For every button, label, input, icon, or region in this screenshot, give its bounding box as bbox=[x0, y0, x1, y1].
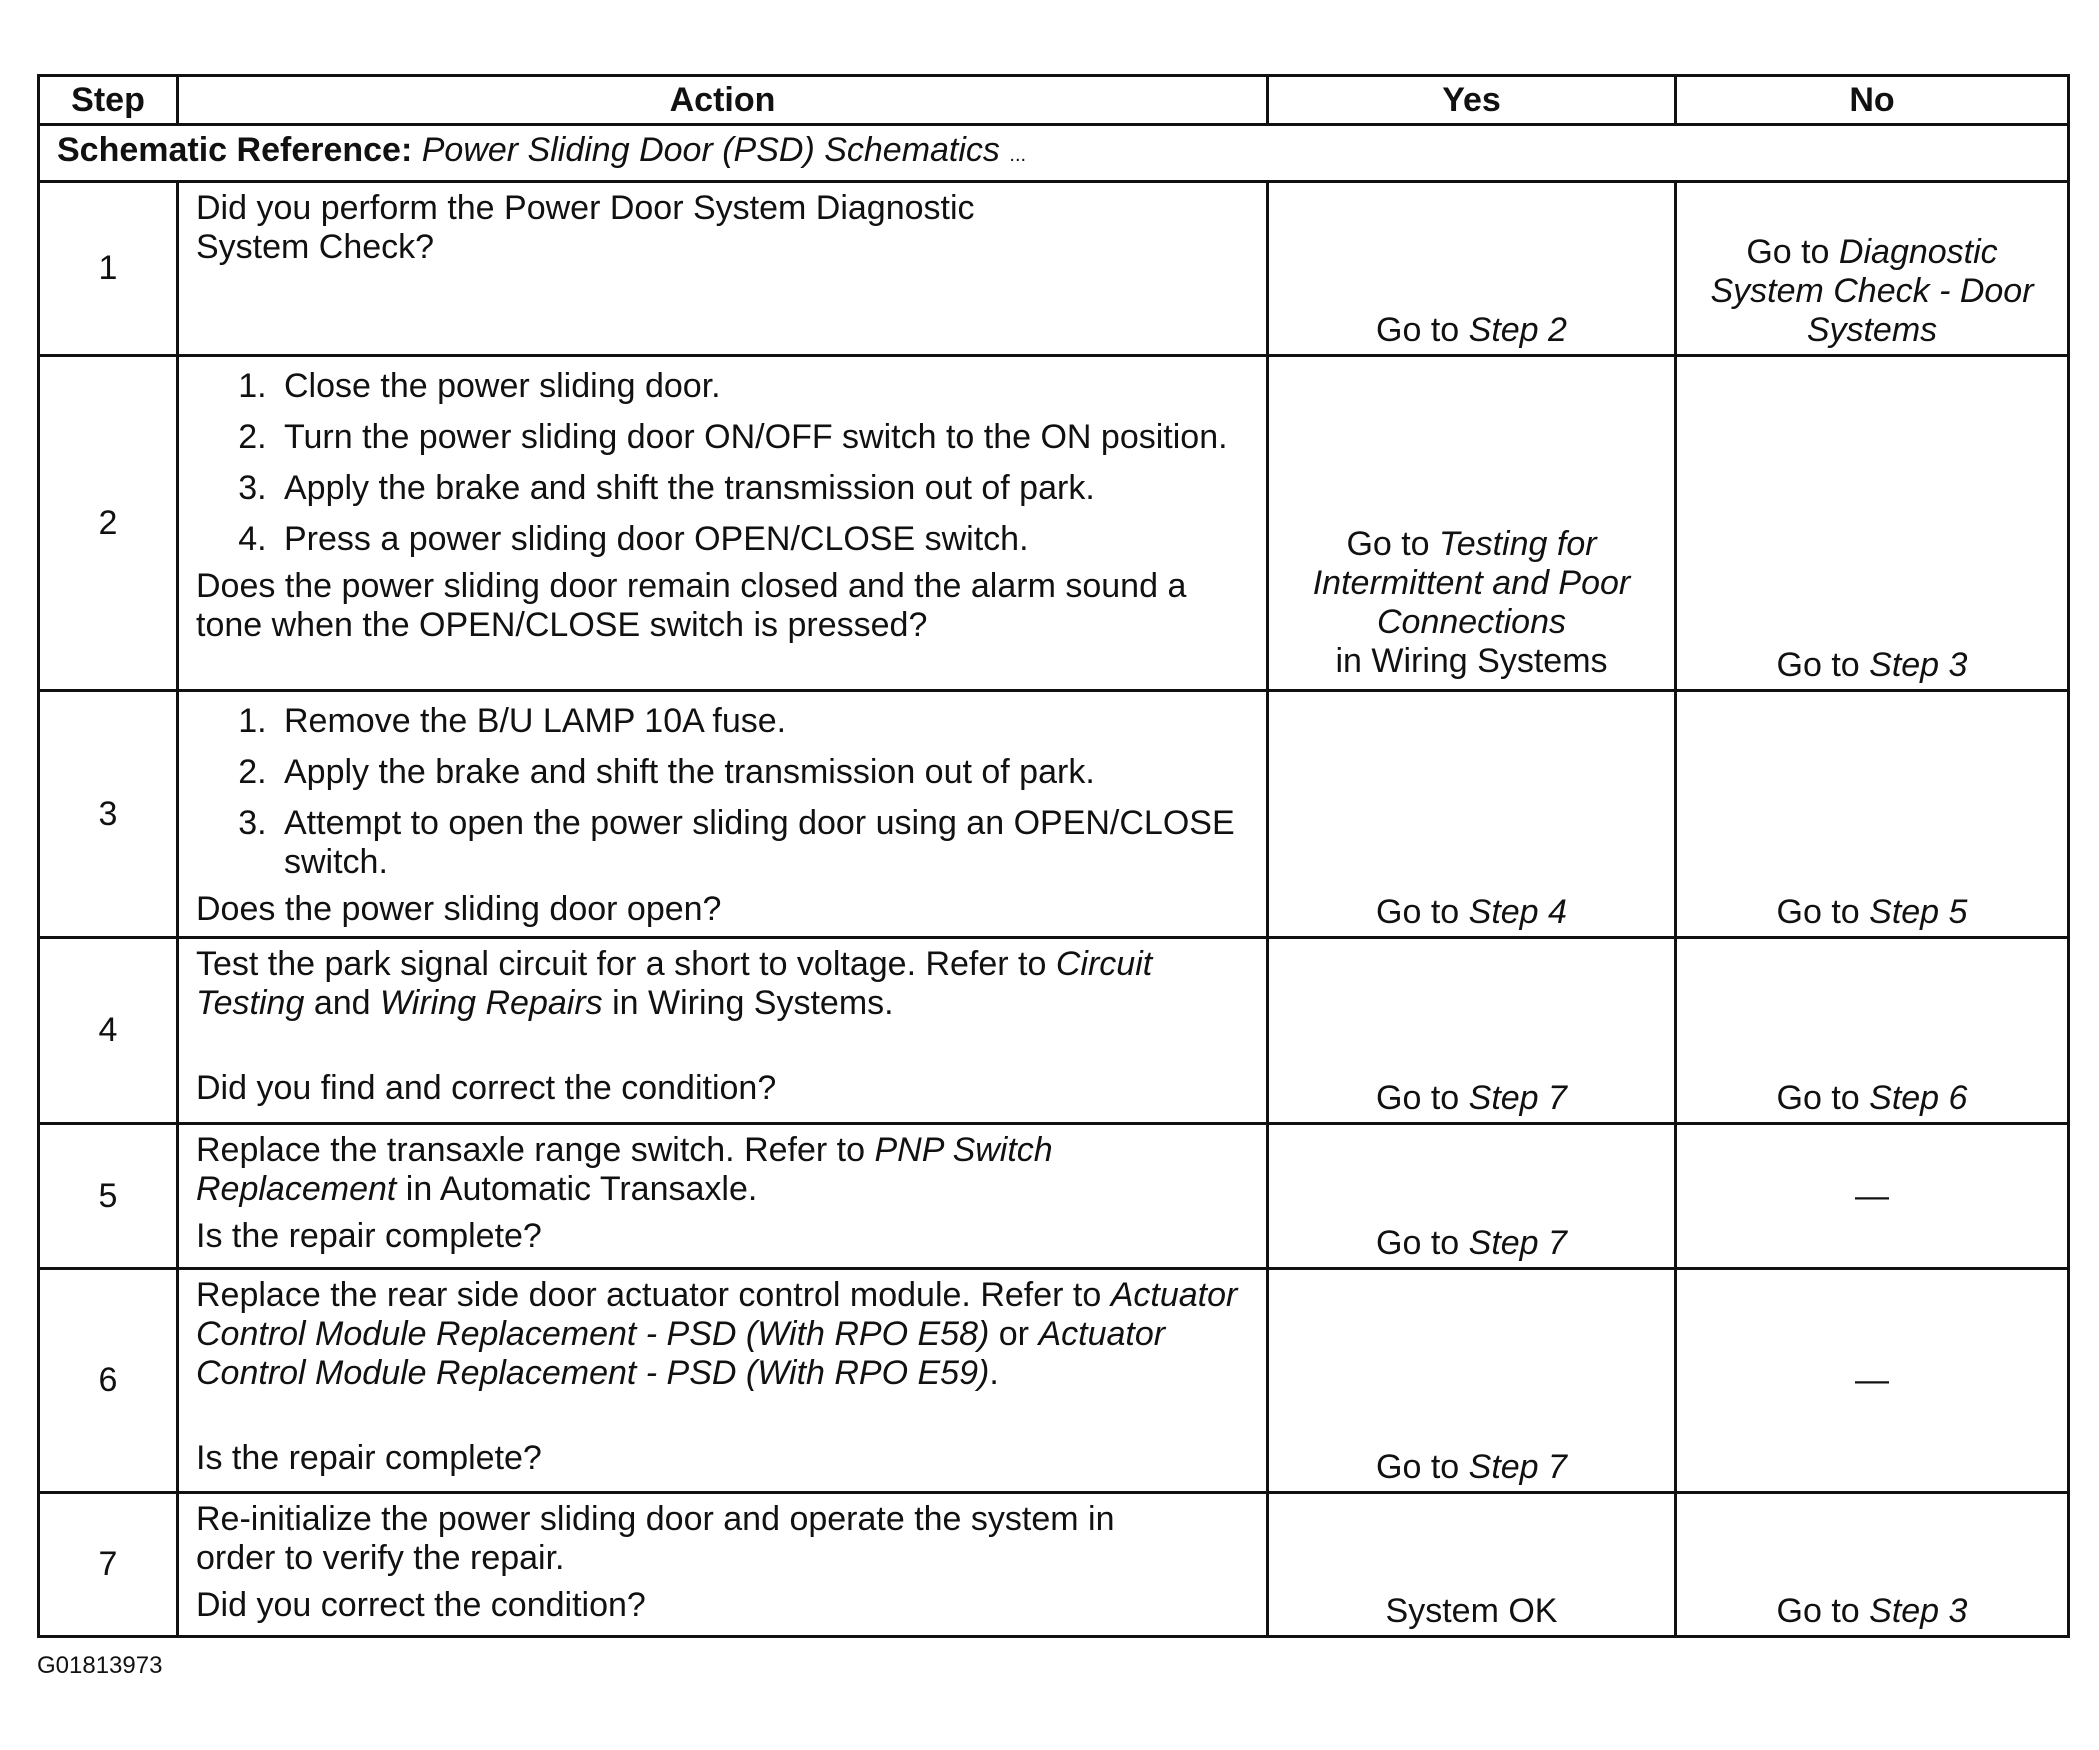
no-prefix: Go to bbox=[1776, 1079, 1870, 1118]
step-number: 4 bbox=[39, 938, 178, 1124]
step-yes bbox=[1268, 182, 1676, 356]
step-yes bbox=[1268, 938, 1676, 1124]
step-text: and bbox=[304, 984, 380, 1023]
instruction-item: 2. Turn the power sliding door ON/OFF switch to the ON position. bbox=[276, 418, 1252, 457]
step-row-1 bbox=[39, 182, 2069, 356]
reference-link[interactable]: Actuator Control Module Replacement - PSD (With RPO E59) bbox=[196, 1315, 1166, 1392]
step-action bbox=[178, 1493, 1268, 1637]
no-link[interactable]: Step 3 bbox=[1869, 1592, 1968, 1630]
step-question: Did you correct the condition? bbox=[196, 1586, 646, 1625]
schematic-tail: ... bbox=[1009, 144, 1027, 167]
step-no bbox=[1676, 1493, 2069, 1637]
instruction-item: 2. Apply the brake and shift the transmission out of park. bbox=[276, 753, 1252, 792]
yes-prefix: Go to bbox=[1376, 1079, 1469, 1118]
step-no bbox=[1676, 938, 2069, 1124]
step-action bbox=[178, 938, 1268, 1124]
yes-prefix: Go to bbox=[1376, 893, 1469, 932]
no-prefix: Go to bbox=[1776, 1592, 1870, 1630]
no-prefix: Go to bbox=[1776, 893, 1870, 932]
yes-suffix: in Wiring Systems bbox=[1335, 641, 1608, 680]
step-action bbox=[178, 1124, 1268, 1269]
no-link[interactable]: Step 3 bbox=[1869, 645, 1968, 684]
yes-link[interactable]: Step 7 bbox=[1468, 1079, 1567, 1118]
step-text: Replace the transaxle range switch. Refer to bbox=[196, 1131, 875, 1170]
step-yes: System OK bbox=[1268, 1493, 1676, 1637]
diagnostic-table bbox=[37, 74, 2070, 1638]
reference-link[interactable]: Wiring Repairs bbox=[380, 984, 603, 1023]
step-question: Is the repair complete? bbox=[196, 1439, 542, 1477]
reference-link[interactable]: PNP Switch Replacement bbox=[196, 1131, 1053, 1209]
schematic-reference-row bbox=[39, 125, 2069, 182]
instruction-item: 3. Attempt to open the power sliding door using an OPEN/CLOSE switch. bbox=[276, 804, 1252, 882]
step-row-4 bbox=[39, 938, 2069, 1124]
yes-link[interactable]: Step 2 bbox=[1468, 311, 1567, 350]
step-row-5 bbox=[39, 1124, 2069, 1269]
schematic-label: Schematic Reference: bbox=[57, 131, 413, 170]
header-action: Action bbox=[178, 76, 1268, 125]
instruction-item: 4. Press a power sliding door OPEN/CLOSE switch. bbox=[276, 520, 1252, 559]
no-prefix: Go to bbox=[1776, 645, 1870, 684]
instruction-list bbox=[196, 367, 1252, 559]
no-link[interactable]: Diagnostic System Check - Door Systems bbox=[1710, 233, 2034, 350]
instruction-item: 3. Apply the brake and shift the transmission out of park. bbox=[276, 469, 1252, 508]
header-row bbox=[39, 76, 2069, 125]
header-yes: Yes bbox=[1268, 76, 1676, 125]
step-number: 7 bbox=[39, 1493, 178, 1637]
step-number: 2 bbox=[39, 356, 178, 691]
step-no: — bbox=[1676, 1124, 2069, 1269]
step-row-2 bbox=[39, 356, 2069, 691]
step-yes bbox=[1268, 1124, 1676, 1269]
yes-link[interactable]: Step 4 bbox=[1468, 893, 1567, 932]
step-question: Does the power sliding door remain closed and the alarm sound a tone when the OPEN/CLOSE switch is pressed? bbox=[196, 567, 1187, 645]
no-link[interactable]: Step 6 bbox=[1869, 1079, 1968, 1118]
step-no: — bbox=[1676, 1269, 2069, 1493]
step-number: 3 bbox=[39, 690, 178, 937]
header-step: Step bbox=[39, 76, 178, 125]
step-action bbox=[178, 1269, 1268, 1493]
step-no bbox=[1676, 182, 2069, 356]
no-link[interactable]: Step 5 bbox=[1869, 893, 1968, 932]
step-text: Replace the rear side door actuator control module. Refer to bbox=[196, 1276, 1111, 1314]
step-action bbox=[178, 182, 1268, 356]
no-prefix: Go to bbox=[1746, 233, 1839, 272]
step-number: 6 bbox=[39, 1269, 178, 1493]
step-yes bbox=[1268, 690, 1676, 937]
step-no bbox=[1676, 690, 2069, 937]
figure-id: G01813973 bbox=[37, 1652, 163, 1679]
step-text: Test the park signal circuit for a short to voltage. Refer to bbox=[196, 945, 1056, 984]
yes-prefix: Go to bbox=[1376, 311, 1469, 350]
instruction-list bbox=[196, 702, 1252, 882]
step-question: Does the power sliding door open? bbox=[196, 889, 722, 928]
instruction-item: 1. Remove the B/U LAMP 10A fuse. bbox=[276, 702, 1252, 741]
step-number: 1 bbox=[39, 182, 178, 356]
step-question: Is the repair complete? bbox=[196, 1217, 542, 1256]
yes-prefix: Go to bbox=[1376, 1448, 1469, 1487]
header-no: No bbox=[1676, 76, 2069, 125]
instruction-item: 1. Close the power sliding door. bbox=[276, 367, 1252, 406]
step-text: Re-initialize the power sliding door and operate the system in order to verify the repair. bbox=[196, 1500, 1115, 1578]
step-text: Did you perform the Power Door System Diagnostic System Check? bbox=[196, 189, 975, 267]
yes-link[interactable]: Testing for Intermittent and Poor Connections bbox=[1312, 524, 1631, 641]
step-action bbox=[178, 690, 1268, 937]
step-row-3 bbox=[39, 690, 2069, 937]
step-text: in Automatic Transaxle. bbox=[396, 1170, 758, 1209]
schematic-link[interactable]: Power Sliding Door (PSD) Schematics bbox=[421, 131, 1000, 170]
step-yes bbox=[1268, 1269, 1676, 1493]
schematic-reference bbox=[39, 125, 2069, 182]
reference-link[interactable]: Actuator Control Module Replacement - PSD (With RPO E58) bbox=[196, 1276, 1238, 1353]
yes-prefix: Go to bbox=[1346, 524, 1440, 563]
step-text: . bbox=[989, 1354, 999, 1392]
step-question: Did you find and correct the condition? bbox=[196, 1069, 777, 1108]
step-text: in Wiring Systems. bbox=[602, 984, 894, 1023]
reference-link[interactable]: Circuit Testing bbox=[196, 945, 1153, 1023]
step-text: or bbox=[989, 1315, 1039, 1353]
step-row-7 bbox=[39, 1493, 2069, 1637]
yes-link[interactable]: Step 7 bbox=[1468, 1448, 1567, 1487]
step-number: 5 bbox=[39, 1124, 178, 1269]
step-action bbox=[178, 356, 1268, 691]
yes-prefix: Go to bbox=[1376, 1224, 1469, 1262]
step-row-6 bbox=[39, 1269, 2069, 1493]
yes-link[interactable]: Step 7 bbox=[1468, 1224, 1567, 1262]
step-no bbox=[1676, 356, 2069, 691]
step-yes bbox=[1268, 356, 1676, 691]
